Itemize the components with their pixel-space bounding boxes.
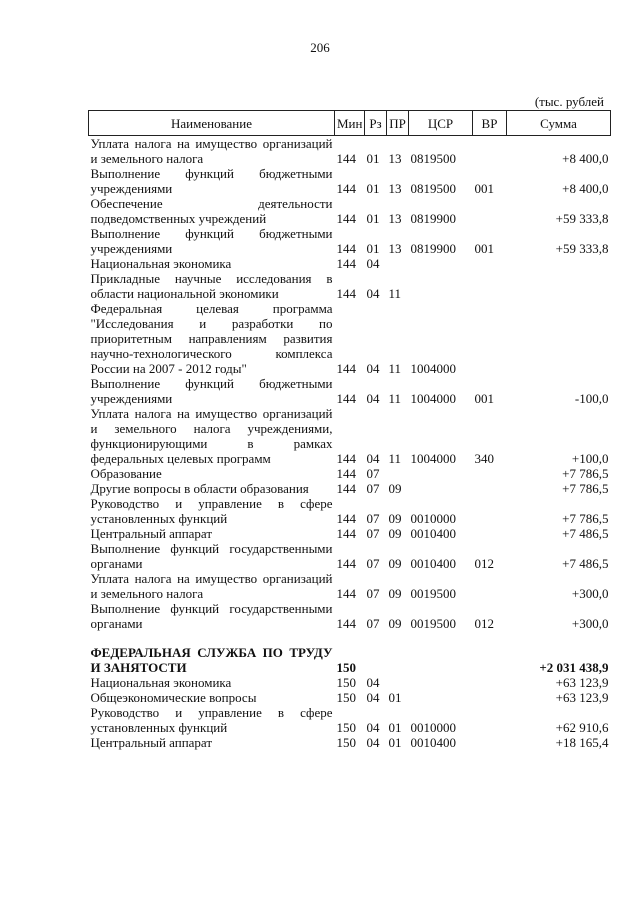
cell-sum: +7 486,5 <box>562 556 609 571</box>
cell-name: Уплата налога на имущество организаций и земельного налога учреждениями, функционирующими в рамках федеральных целевых программ <box>90 406 333 466</box>
units-note: (тыс. рублей <box>534 94 604 109</box>
cell-csr: 0019500 <box>410 616 456 631</box>
cell-csr: 1004000 <box>410 361 456 376</box>
table-header <box>89 111 611 136</box>
header-sum: Сумма <box>507 111 611 136</box>
cell-pr: 11 <box>388 391 402 406</box>
table-row <box>89 196 611 226</box>
cell-sum: +63 123,9 <box>555 690 609 705</box>
table-row <box>89 271 611 301</box>
cell-rz <box>365 645 387 675</box>
cell-rz: 07 <box>366 586 380 601</box>
header-min: Мин <box>335 111 365 136</box>
budget-table <box>88 110 611 750</box>
cell-pr: 13 <box>388 211 402 226</box>
cell-rz: 07 <box>366 526 380 541</box>
cell-rz: 01 <box>366 241 380 256</box>
cell-csr <box>409 271 473 301</box>
header-pr: ПР <box>387 111 409 136</box>
cell-vr <box>473 481 507 496</box>
table-row <box>89 526 611 541</box>
cell-name: Уплата налога на имущество организаций и земельного налога <box>90 571 333 601</box>
table-row <box>89 166 611 196</box>
cell-vr <box>473 196 507 226</box>
cell-rz: 04 <box>366 675 380 690</box>
table-row <box>89 466 611 481</box>
header-name: Наименование <box>89 111 335 136</box>
cell-min: 144 <box>336 526 356 541</box>
cell-csr <box>409 256 473 271</box>
cell-min: 144 <box>336 556 356 571</box>
cell-sum: +8 400,0 <box>562 151 609 166</box>
cell-sum: +62 910,6 <box>555 720 609 735</box>
spacer-cell <box>89 631 611 645</box>
cell-sum <box>507 301 611 376</box>
cell-rz: 07 <box>366 511 380 526</box>
cell-vr: 001 <box>474 241 494 256</box>
cell-vr <box>473 256 507 271</box>
table-row <box>89 406 611 466</box>
cell-name: Центральный аппарат <box>90 526 213 541</box>
cell-min: 150 <box>336 735 356 750</box>
cell-rz: 04 <box>366 690 380 705</box>
header-vr: ВР <box>473 111 507 136</box>
cell-rz: 04 <box>366 391 380 406</box>
cell-min: 144 <box>336 616 356 631</box>
cell-vr: 001 <box>474 391 494 406</box>
cell-name: Центральный аппарат <box>90 735 213 750</box>
cell-name: Выполнение функций бюджетными учреждениями <box>90 226 333 256</box>
cell-sum <box>507 256 611 271</box>
cell-sum: +300,0 <box>571 616 609 631</box>
table-row <box>89 541 611 571</box>
cell-sum: +100,0 <box>571 451 609 466</box>
cell-csr <box>409 466 473 481</box>
cell-rz: 04 <box>366 361 380 376</box>
cell-csr: 0010000 <box>410 720 456 735</box>
cell-csr: 0010400 <box>410 526 456 541</box>
cell-min: 150 <box>336 660 356 675</box>
cell-min: 144 <box>336 466 356 481</box>
cell-pr: 01 <box>388 690 402 705</box>
cell-sum: -100,0 <box>574 391 609 406</box>
cell-rz: 04 <box>366 720 380 735</box>
cell-min: 150 <box>336 720 356 735</box>
cell-min: 144 <box>336 481 356 496</box>
cell-vr: 012 <box>474 616 494 631</box>
cell-min: 144 <box>336 586 356 601</box>
cell-name: Выполнение функций государственными органами <box>90 541 333 571</box>
cell-name: Прикладные научные исследования в области национальной экономики <box>90 271 333 301</box>
cell-sum: +59 333,8 <box>555 211 609 226</box>
cell-vr <box>473 690 507 705</box>
cell-sum: +300,0 <box>571 586 609 601</box>
cell-csr: 0819500 <box>410 151 456 166</box>
cell-pr: 09 <box>388 616 402 631</box>
table-row <box>89 735 611 750</box>
table-row <box>89 601 611 631</box>
cell-sum: +7 786,5 <box>562 466 609 481</box>
cell-csr: 0819900 <box>410 241 456 256</box>
cell-pr: 09 <box>388 556 402 571</box>
cell-csr: 1004000 <box>410 391 456 406</box>
cell-csr: 0010400 <box>410 735 456 750</box>
cell-pr: 13 <box>388 241 402 256</box>
cell-min: 150 <box>336 690 356 705</box>
row-spacer <box>89 631 611 645</box>
cell-pr: 13 <box>388 151 402 166</box>
cell-pr: 01 <box>388 720 402 735</box>
cell-vr <box>473 526 507 541</box>
cell-sum: +59 333,8 <box>555 241 609 256</box>
cell-rz: 07 <box>366 466 380 481</box>
cell-rz: 07 <box>366 556 380 571</box>
cell-sum: +63 123,9 <box>555 675 609 690</box>
header-rz: Рз <box>365 111 387 136</box>
cell-min: 144 <box>336 256 356 271</box>
cell-pr: 09 <box>388 481 402 496</box>
header-csr: ЦСР <box>409 111 473 136</box>
cell-pr: 11 <box>388 286 402 301</box>
table-row <box>89 705 611 735</box>
cell-pr: 09 <box>388 586 402 601</box>
cell-pr: 11 <box>388 451 402 466</box>
cell-name: Обеспечение деятельности подведомственных учреждений <box>90 196 333 226</box>
table-row <box>89 226 611 256</box>
cell-sum: +18 165,4 <box>555 735 609 750</box>
cell-name: Уплата налога на имущество организаций и земельного налога <box>90 136 333 166</box>
cell-min: 144 <box>336 391 356 406</box>
cell-min: 144 <box>336 511 356 526</box>
cell-name: Национальная экономика <box>90 675 232 690</box>
cell-sum: +7 786,5 <box>562 511 609 526</box>
cell-pr: 13 <box>388 181 402 196</box>
cell-vr <box>473 675 507 690</box>
cell-vr: 001 <box>474 181 494 196</box>
cell-csr <box>409 690 473 705</box>
cell-vr: 012 <box>474 556 494 571</box>
cell-sum: +7 786,5 <box>562 481 609 496</box>
cell-csr: 1004000 <box>410 451 456 466</box>
cell-name: Общеэкономические вопросы <box>90 690 257 705</box>
table-row <box>89 675 611 690</box>
cell-sum <box>507 271 611 301</box>
table-row <box>89 571 611 601</box>
cell-name: Образование <box>90 466 162 481</box>
cell-vr <box>473 496 507 526</box>
cell-name: Другие вопросы в области образования <box>90 481 309 496</box>
cell-min: 144 <box>336 211 356 226</box>
cell-rz: 04 <box>366 256 380 271</box>
cell-csr <box>409 675 473 690</box>
cell-min: 144 <box>336 361 356 376</box>
cell-csr <box>409 645 473 675</box>
cell-csr: 0010400 <box>410 556 456 571</box>
cell-rz: 04 <box>366 735 380 750</box>
table-row <box>89 645 611 675</box>
cell-min: 144 <box>336 181 356 196</box>
cell-vr: 340 <box>474 451 494 466</box>
cell-vr <box>473 136 507 167</box>
cell-sum: +2 031 438,9 <box>539 660 609 675</box>
cell-name: Выполнение функций бюджетными учреждениями <box>90 376 333 406</box>
table-row <box>89 376 611 406</box>
cell-name: Выполнение функций бюджетными учреждениями <box>90 166 333 196</box>
cell-csr: 0010000 <box>410 511 456 526</box>
cell-pr: 09 <box>388 526 402 541</box>
cell-rz: 04 <box>366 451 380 466</box>
cell-rz: 07 <box>366 481 380 496</box>
cell-vr <box>473 571 507 601</box>
cell-csr: 0819900 <box>410 211 456 226</box>
cell-pr: 11 <box>388 361 402 376</box>
cell-name: Национальная экономика <box>90 256 232 271</box>
page-number: 206 <box>310 40 330 55</box>
cell-name: Федеральная целевая программа "Исследования и разработки по приоритетным направлениям развития научно-технологического комплекса России на 2007 - 2012 годы" <box>90 301 333 376</box>
cell-name: Руководство и управление в сфере установленных функций <box>90 496 333 526</box>
cell-min: 144 <box>336 286 356 301</box>
cell-sum: +7 486,5 <box>562 526 609 541</box>
cell-min: 150 <box>336 675 356 690</box>
table-body <box>89 136 611 751</box>
table-row <box>89 496 611 526</box>
cell-vr <box>473 705 507 735</box>
cell-vr <box>473 735 507 750</box>
cell-sum: +8 400,0 <box>562 181 609 196</box>
cell-pr <box>387 645 409 675</box>
cell-vr <box>473 645 507 675</box>
cell-csr: 0019500 <box>410 586 456 601</box>
cell-min: 144 <box>336 451 356 466</box>
cell-vr <box>473 301 507 376</box>
cell-name: Выполнение функций государственными органами <box>90 601 333 631</box>
cell-vr <box>473 271 507 301</box>
cell-rz: 01 <box>366 181 380 196</box>
cell-csr: 0819500 <box>410 181 456 196</box>
cell-min: 144 <box>336 241 356 256</box>
table-row <box>89 481 611 496</box>
cell-pr <box>387 256 409 271</box>
cell-vr <box>473 466 507 481</box>
cell-rz: 01 <box>366 211 380 226</box>
cell-name: ФЕДЕРАЛЬНАЯ СЛУЖБА ПО ТРУДУ И ЗАНЯТОСТИ <box>90 645 333 675</box>
cell-name: Руководство и управление в сфере установленных функций <box>90 705 333 735</box>
table-row <box>89 301 611 376</box>
cell-rz: 01 <box>366 151 380 166</box>
cell-pr: 01 <box>388 735 402 750</box>
cell-pr <box>387 675 409 690</box>
table-row <box>89 256 611 271</box>
table-row <box>89 690 611 705</box>
cell-rz: 07 <box>366 616 380 631</box>
cell-min: 144 <box>336 151 356 166</box>
cell-csr <box>409 481 473 496</box>
table-row <box>89 136 611 167</box>
cell-rz: 04 <box>366 286 380 301</box>
cell-pr: 09 <box>388 511 402 526</box>
cell-pr <box>387 466 409 481</box>
